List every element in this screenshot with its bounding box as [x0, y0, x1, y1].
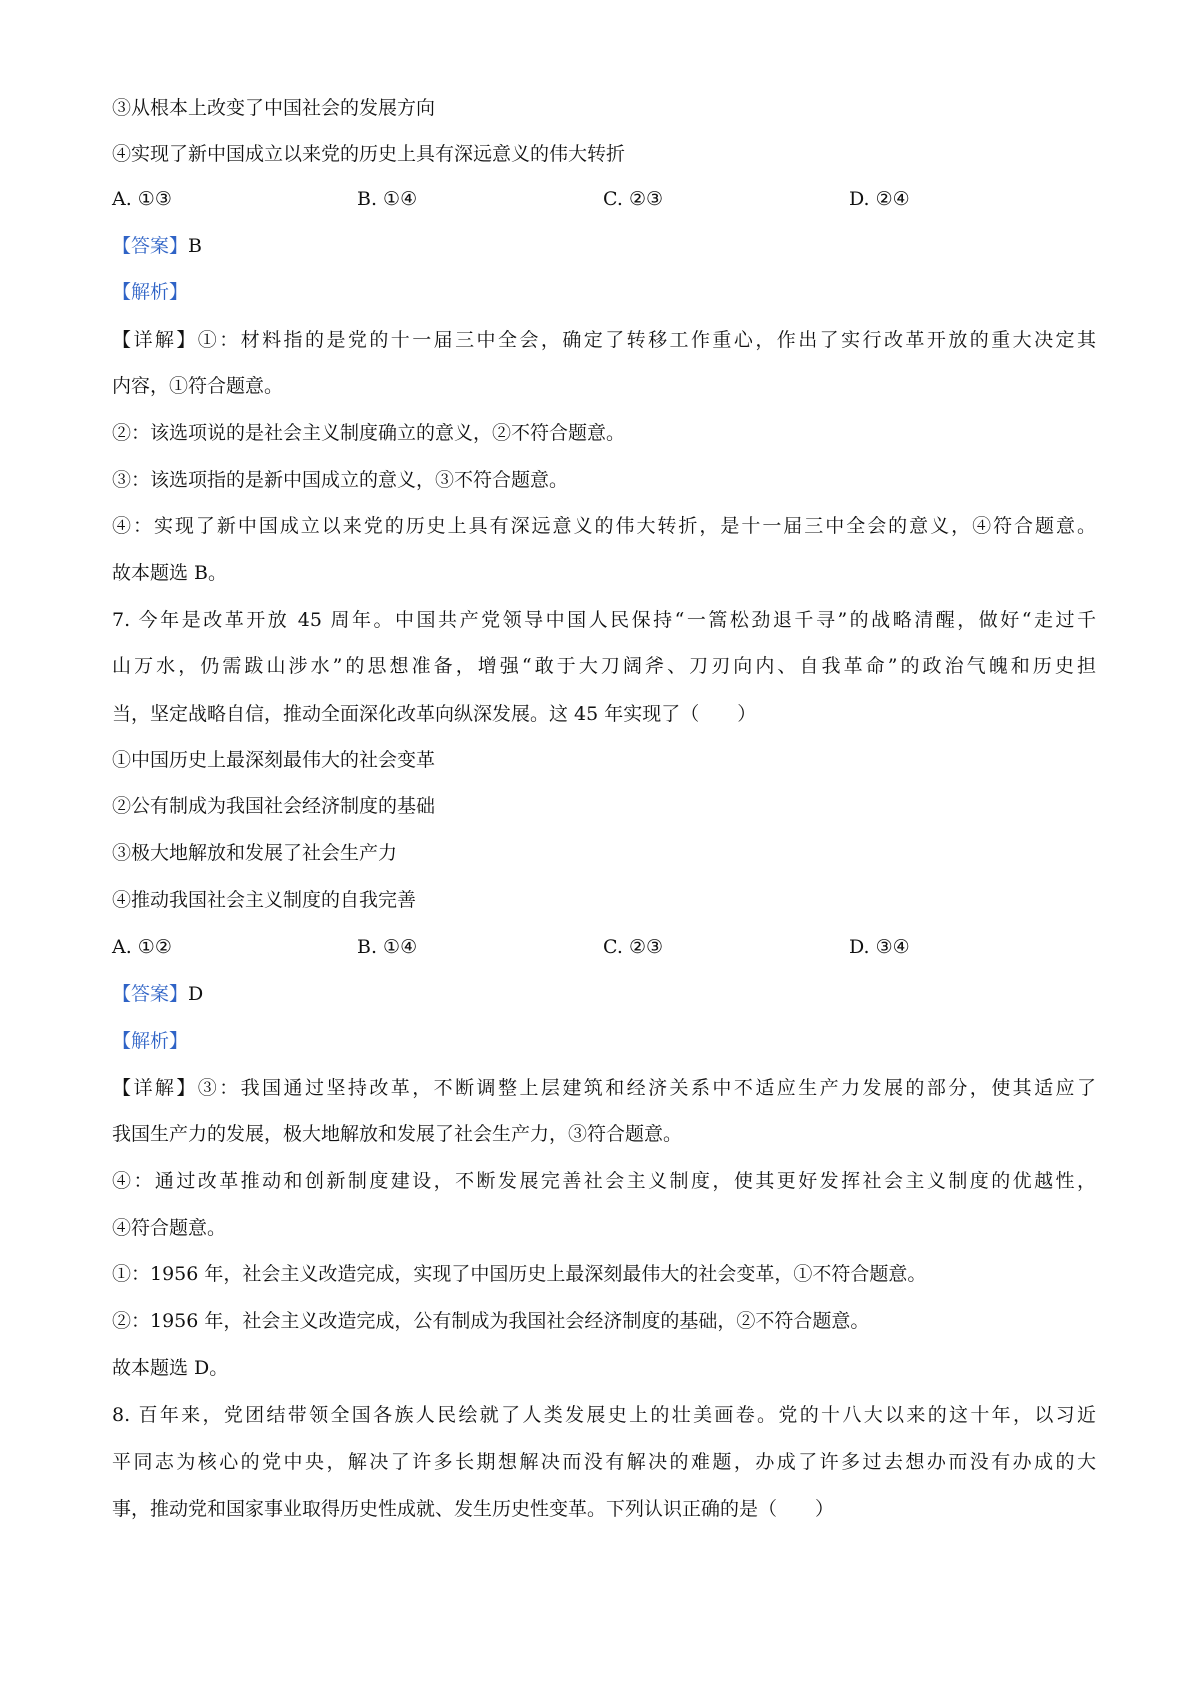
q6-answer — [112, 234, 202, 258]
q6-detail-line: 【详解】①：材料指的是党的十一届三中全会，确定了转移工作重心，作出了实行改革开放的重大决定其 — [112, 329, 1096, 351]
q7-option-b: B. ①④ — [357, 936, 418, 958]
q7-detail-line: ④符合题意。 — [112, 1217, 227, 1239]
q7-stem-line: 当，坚定战略自信，推动全面深化改革向纵深发展。这 45 年实现了（ ） — [112, 703, 757, 725]
q8-stem-line: 8. 百年来，党团结带领全国各族人民绘就了人类发展史上的壮美画卷。党的十八大以来的这十年，以习近 — [112, 1404, 1096, 1426]
q7-statement-2: ②公有制成为我国社会经济制度的基础 — [112, 795, 436, 817]
q6-detail-line: ④：实现了新中国成立以来党的历史上具有深远意义的伟大转折，是十一届三中全会的意义，④符合题意。 — [112, 515, 1096, 537]
q7-option-c: C. ②③ — [603, 936, 664, 958]
q6-option-a: A. ①③ — [112, 188, 172, 210]
q7-stem-line: 7. 今年是改革开放 45 周年。中国共产党领导中国人民保持“一篙松劲退千寻”的战略清醒，做好“走过千 — [112, 609, 1096, 631]
q6-option-b: B. ①④ — [357, 188, 418, 210]
answer-value: B — [188, 235, 202, 257]
analysis-tag: 【解析】 — [112, 1030, 189, 1052]
q7-stem-line: 山万水，仍需跋山涉水”的思想准备，增强“敢于大刀阔斧、刀刃向内、自我革命”的政治气魄和历史担 — [112, 655, 1096, 677]
q6-conclusion: 故本题选 B。 — [112, 562, 228, 584]
q6-option-c: C. ②③ — [603, 188, 664, 210]
q8-stem-line: 平同志为核心的党中央，解决了许多长期想解决而没有解决的难题，办成了许多过去想办而没有办成的大 — [112, 1451, 1096, 1473]
detail-tag: 【详解】 — [112, 1077, 198, 1099]
q7-detail-line: ④：通过改革推动和创新制度建设，不断发展完善社会主义制度，使其更好发挥社会主义制度的优越性， — [112, 1170, 1096, 1192]
answer-value: D — [188, 983, 204, 1005]
q7-analysis-heading — [112, 1029, 188, 1053]
q7-detail-line: 我国生产力的发展，极大地解放和发展了社会生产力，③符合题意。 — [112, 1123, 683, 1145]
q7-conclusion: 故本题选 D。 — [112, 1357, 229, 1379]
q7-statement-3: ③极大地解放和发展了社会生产力 — [112, 842, 398, 864]
q6-statement-4: ④实现了新中国成立以来党的历史上具有深远意义的伟大转折 — [112, 143, 626, 165]
q7-detail-line: ①：1956 年，社会主义改造完成，实现了中国历史上最深刻最伟大的社会变革，①不符合题意。 — [112, 1263, 927, 1285]
detail-tag: 【详解】 — [112, 329, 198, 351]
answer-tag: 【答案】 — [112, 983, 189, 1005]
q6-detail-line: 内容，①符合题意。 — [112, 375, 284, 397]
q7-option-d: D. ③④ — [849, 936, 910, 958]
q7-answer — [112, 982, 203, 1006]
q6-option-d: D. ②④ — [849, 188, 910, 210]
q6-detail-line: ②：该选项说的是社会主义制度确立的意义，②不符合题意。 — [112, 422, 626, 444]
q7-detail-line: ②：1956 年，社会主义改造完成，公有制成为我国社会经济制度的基础，②不符合题意。 — [112, 1310, 870, 1332]
q6-analysis-heading — [112, 280, 188, 304]
analysis-tag: 【解析】 — [112, 281, 189, 303]
q7-detail-line: 【详解】③：我国通过坚持改革，不断调整上层建筑和经济关系中不适应生产力发展的部分，使其适应了 — [112, 1077, 1096, 1099]
q8-stem-line: 事，推动党和国家事业取得历史性成就、发生历史性变革。下列认识正确的是（ ） — [112, 1498, 835, 1520]
answer-tag: 【答案】 — [112, 235, 189, 257]
q6-detail-line: ③：该选项指的是新中国成立的意义，③不符合题意。 — [112, 469, 569, 491]
q7-statement-4: ④推动我国社会主义制度的自我完善 — [112, 889, 417, 911]
q7-option-a: A. ①② — [112, 936, 172, 958]
q6-statement-3: ③从根本上改变了中国社会的发展方向 — [112, 97, 436, 119]
q7-statement-1: ①中国历史上最深刻最伟大的社会变革 — [112, 749, 436, 771]
